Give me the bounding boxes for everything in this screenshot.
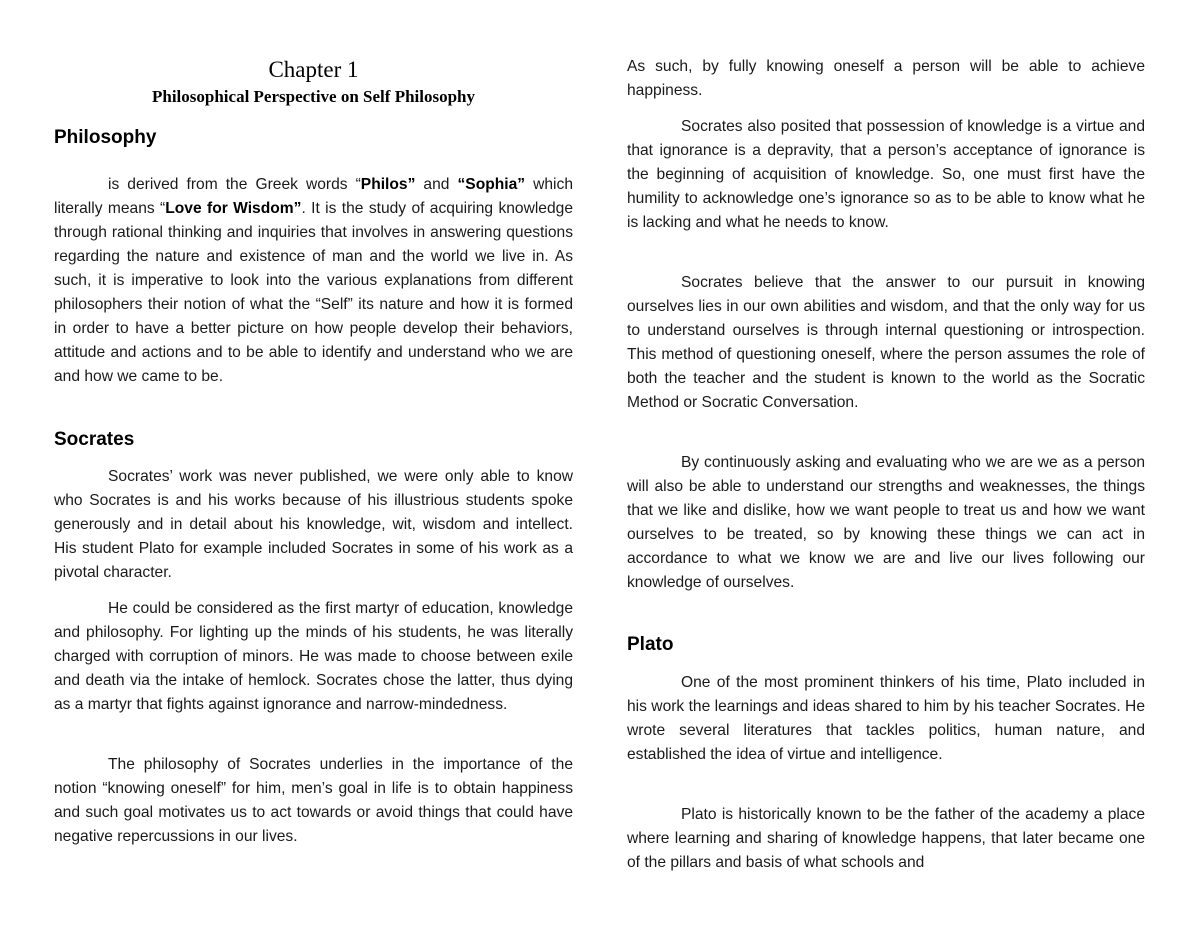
philosophy-text-a: is derived from the Greek words “ [108,176,361,193]
term-love-for-wisdom: Love for Wisdom” [165,200,302,217]
evaluating-paragraph: By continuously asking and evaluating who we are we as a person will also be able to understand our strengths and weaknesses, the things that we like and dislike, how we want people to treat us and how we want ourselves to be treated, so by knowing these things we can act in accordance to what we know we are and live our lives following our knowledge of ourselves. [627,454,1145,591]
continuation-paragraph: As such, by fully knowing oneself a person will be able to achieve happiness. [627,58,1145,99]
chapter-subtitle: Philosophical Perspective on Self Philosophy [151,87,476,106]
heading-socrates: Socrates [54,429,135,450]
philosophy-text-b: and [415,176,458,193]
virtue-paragraph: Socrates also posited that possession of knowledge is a virtue and that ignorance is a depravity, that a person’s acceptance of ignorance is the beginning of acquisition of knowledge. So, one must first have the humility to acknowledge one’s ignorance so as to be able to know what he is lacking and what he needs to know. [627,118,1145,231]
term-sophia: “Sophia” [457,176,526,193]
socrates-paragraph-2: He could be considered as the first martyr of education, knowledge and philosophy. For lighting up the minds of his students, he was literally charged with corruption of minors. He was made to choose between exile and death via the intake of hemlock. Socrates chose the latter, thus dying as a martyr that fights against ignorance and narrow-mindedness. [54,600,573,713]
philosophy-text-d: . It is the study of acquiring knowledge through rational thinking and inquiries that involves in answering questions regarding the nature and existence of man and the world we live in. As such, it is imperative to look into the various explanations from different philosophers their notion of what the “Self” its nature and how it is formed in order to have a better picture on how people develop their behaviors, attitude and actions and to be able to identify and understand who we are and how we came to be. [54,200,574,385]
socratic-method-paragraph: Socrates believe that the answer to our pursuit in knowing ourselves lies in our own abilities and wisdom, and that the only way for us to understand ourselves is through internal questioning or introspection. This method of questioning oneself, where the person assumes the role of both the teacher and the student is known to the world as the Socratic Method or Socratic Conversation. [627,274,1145,411]
socrates-paragraph-3: The philosophy of Socrates underlies in the importance of the notion “knowing oneself” for him, men’s goal in life is to obtain happiness and such goal motivates us to act towards or avoid things that could have negative repercussions in our lives. [54,756,573,845]
plato-paragraph-1: One of the most prominent thinkers of his time, Plato included in his work the learnings and ideas shared to him by his teacher Socrates. He wrote several literatures that tackles politics, human nature, and established the idea of virtue and intelligence. [627,674,1145,763]
plato-paragraph-2: Plato is historically known to be the father of the academy a place where learning and sharing of knowledge happens, that later became one of the pillars and basis of what schools and [627,806,1145,871]
term-philos: Philos” [360,176,416,193]
heading-philosophy: Philosophy [54,127,157,148]
philosophy-paragraph [54,173,573,389]
chapter-title: Chapter 1 [268,57,359,82]
socrates-paragraph-1: Socrates’ work was never published, we were only able to know who Socrates is and his works because of his illustrious students spoke generously and in detail about his knowledge, wit, wisdom and intellect. His student Plato for example included Socrates in some of his work as a pivotal character. [54,468,573,581]
philosophy-text-c: which literally means “ [54,176,573,217]
heading-plato: Plato [627,634,674,655]
